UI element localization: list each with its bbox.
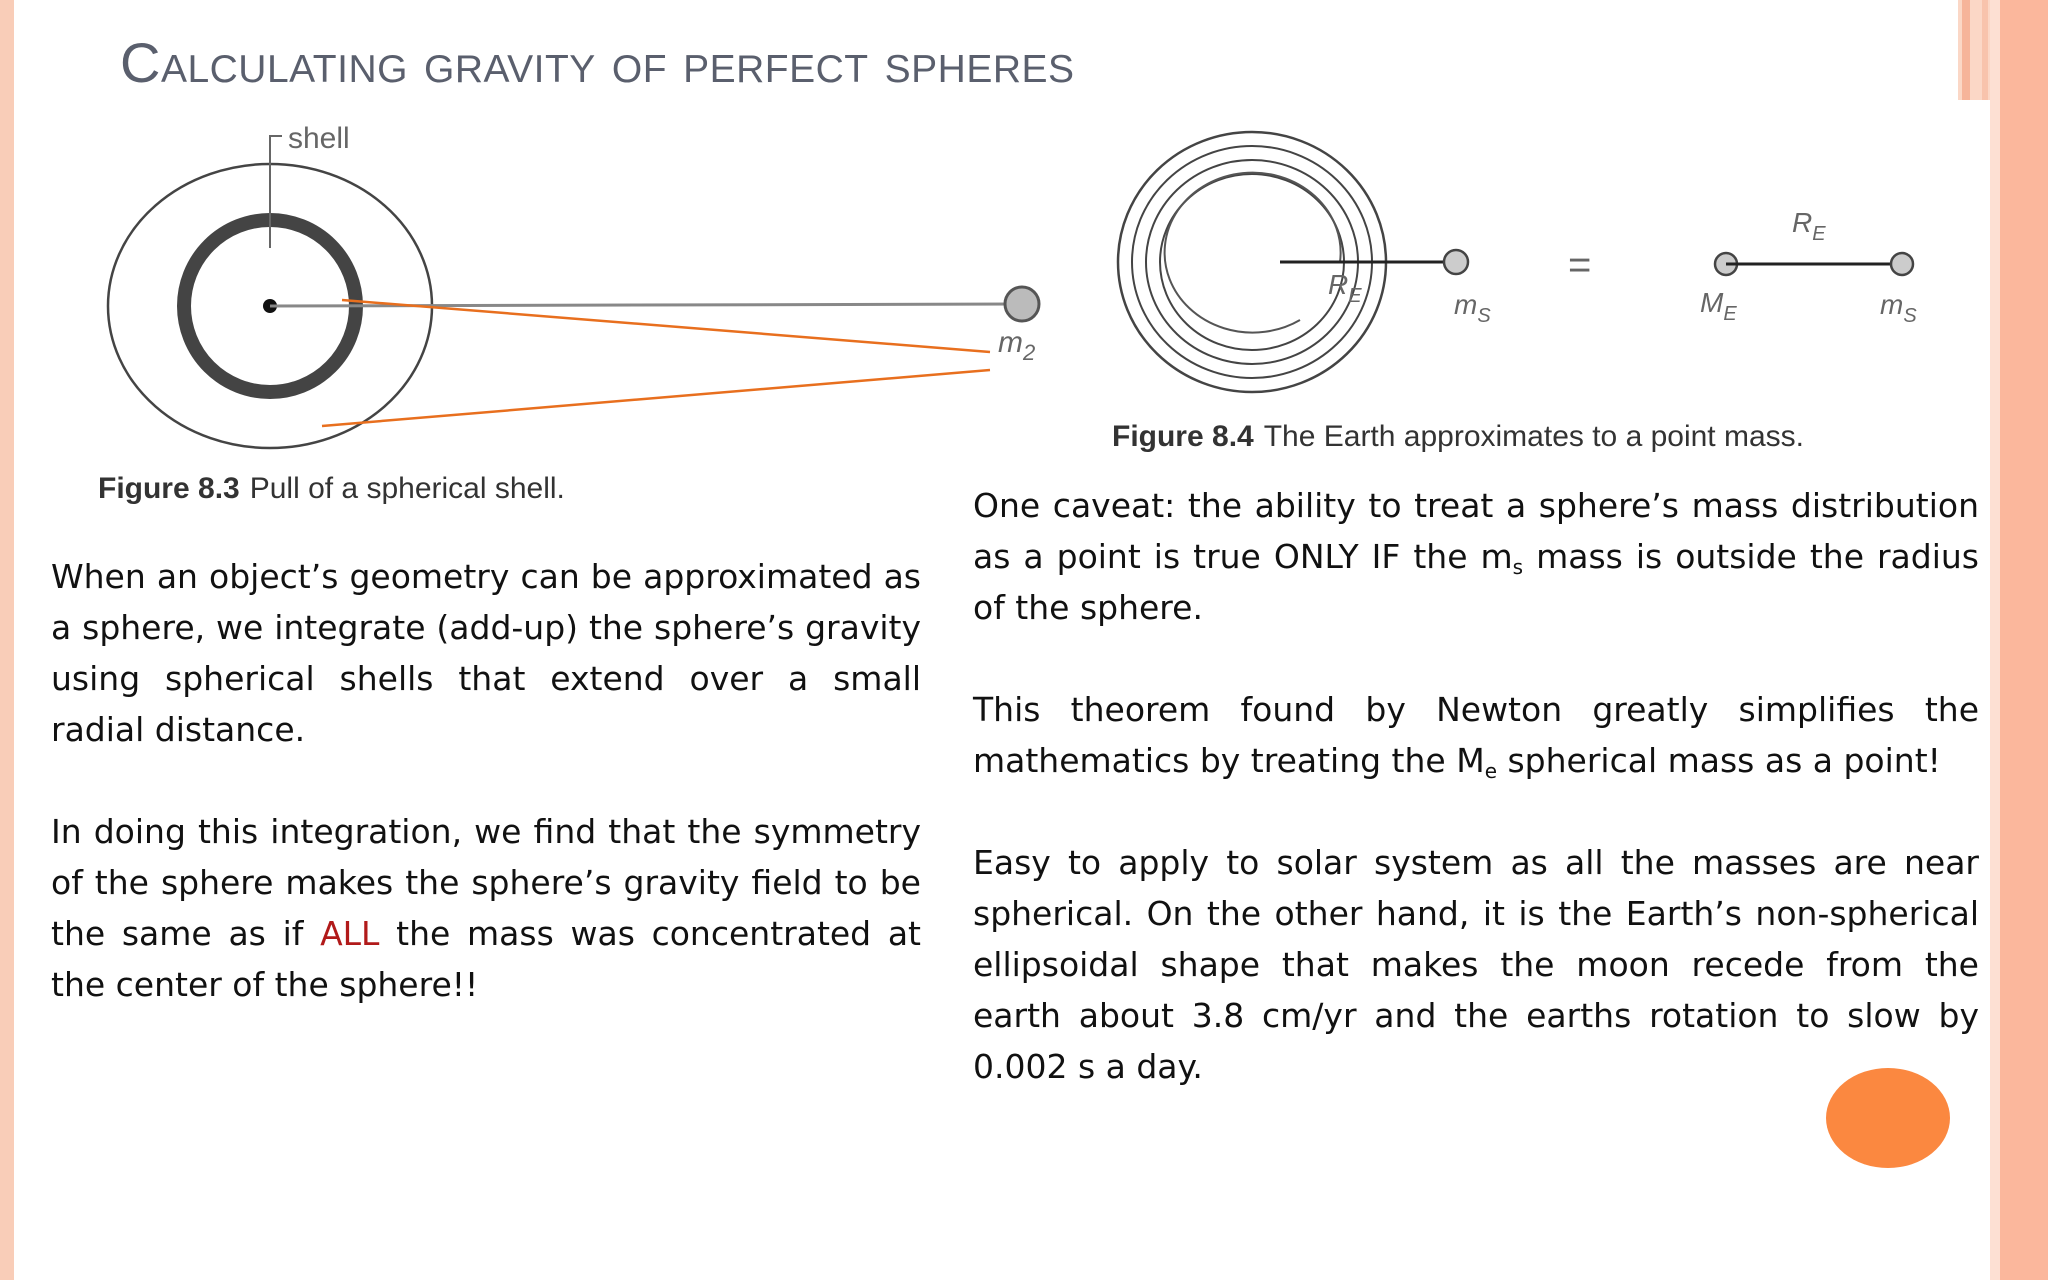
earth-core xyxy=(1165,173,1341,333)
left-paragraph-2: In doing this integration, we find that the symmetry of the sphere makes the sphere’s gravity field to be the same as if ALL the mass was concentrated at the center of the sphere!! xyxy=(51,812,922,1004)
ms-label: $m_S$ xyxy=(1454,289,1491,327)
caption-number: Figure 8.4 xyxy=(1112,420,1254,453)
right-frame-stripe xyxy=(1990,0,2000,1280)
decorative-orange-circle xyxy=(1826,1068,1950,1168)
right-paragraph-1: One caveat: the ability to treat a sphere’s mass distribution as a point is true ONLY IF the $m_s$ mass is outside the radius of the sphere. xyxy=(973,486,1980,627)
point-mass-ms xyxy=(1891,253,1913,275)
orange-annotation-line xyxy=(342,300,990,352)
figure-8-3-caption xyxy=(98,472,565,506)
right-text-column xyxy=(973,480,1979,1143)
distance-label: $R_E$ xyxy=(1792,207,1826,245)
shell-pointer xyxy=(270,136,282,248)
left-text-column xyxy=(51,551,921,1061)
figure-spherical-shell xyxy=(90,120,1050,460)
radius-label: $R_E$ xyxy=(1328,269,1362,307)
caption-text: Pull of a spherical shell. xyxy=(249,472,565,505)
caption-text: The Earth approximates to a point mass. xyxy=(1263,420,1804,453)
right-paragraph-2: This theorem found by Newton greatly simplifies the mathematics by treating the $M_e$ spherical mass as a point! xyxy=(973,690,1979,783)
orange-annotation-line xyxy=(322,370,990,426)
shell-label: shell xyxy=(288,122,350,155)
ms-label-right: $m_S$ xyxy=(1880,289,1917,327)
left-border xyxy=(0,0,14,1280)
mass-ms xyxy=(1444,250,1468,274)
highlight-all: ALL xyxy=(320,914,380,953)
right-frame-stripe xyxy=(2000,0,2048,1280)
left-paragraph-1: When an object’s geometry can be approximated as a sphere, we integrate (add-up) the sphere’s gravity using spherical shells that extend over a small radial distance. xyxy=(51,557,921,749)
slide-title: Calculating gravity of perfect spheres xyxy=(120,31,1075,94)
right-paragraph-3: Easy to apply to solar system as all the masses are near spherical. On the other hand, it is the Earth’s non-spherical ellipsoidal shape that makes the moon recede from the earth about 3.8 cm/yr and the earths rotation to slow by 0.002 s a day. xyxy=(973,843,1979,1086)
caption-number: Figure 8.3 xyxy=(98,472,240,505)
figure-8-4-caption xyxy=(1112,420,1804,454)
me-label: $M_E$ xyxy=(1700,287,1737,325)
figure-earth-point-mass xyxy=(1110,120,1950,410)
mass-m2 xyxy=(1005,287,1039,321)
m2-label: $m_2$ xyxy=(998,326,1036,365)
equals-sign: = xyxy=(1568,243,1592,287)
